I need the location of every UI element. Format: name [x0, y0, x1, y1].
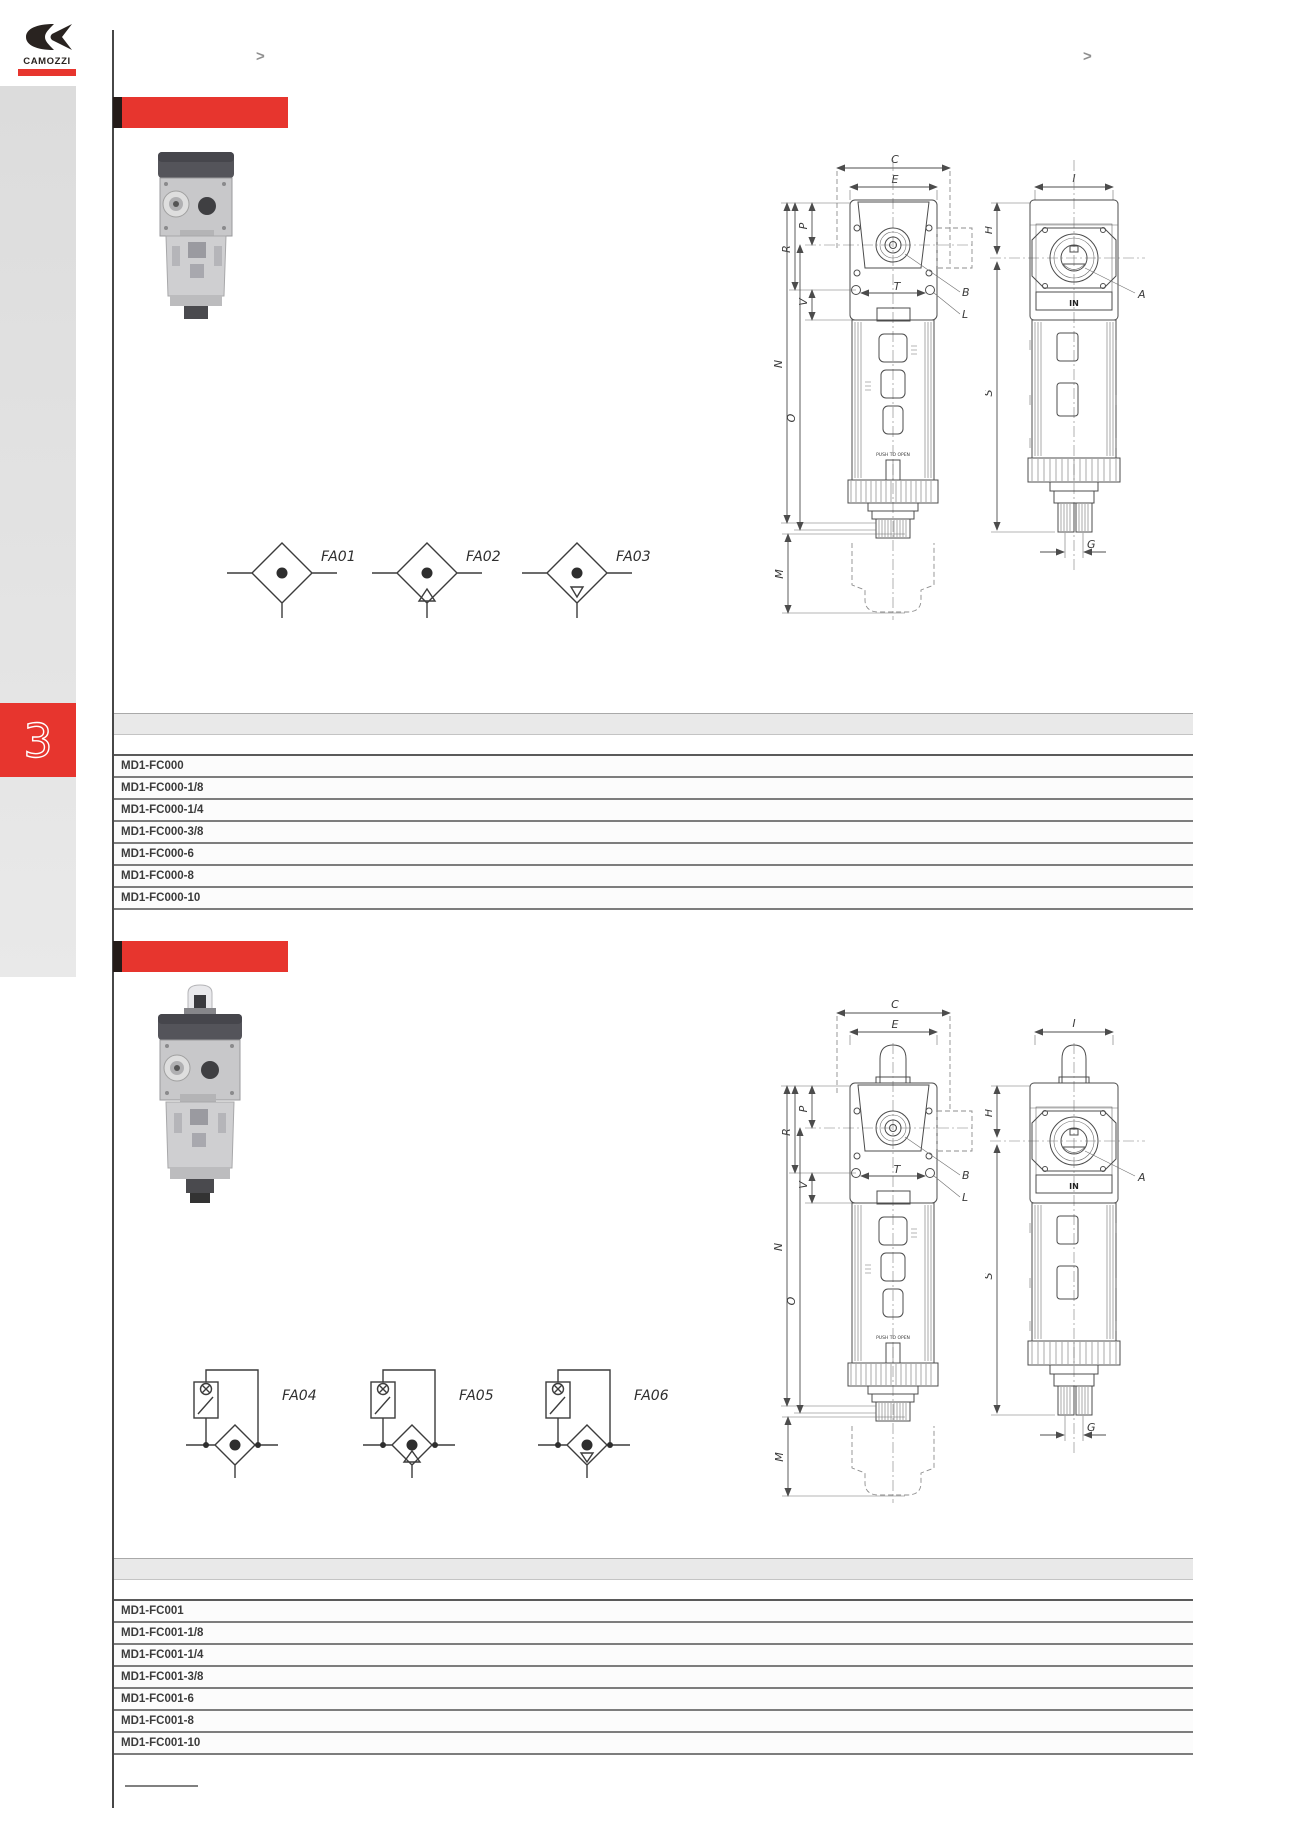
table-row: MD1-FC001-3/8 — [114, 1667, 1193, 1689]
filter-symbol-fa03 — [520, 525, 665, 620]
symbol-label: FA04 — [282, 1388, 317, 1404]
section-banner-fc000 — [113, 97, 288, 128]
parts-table-fc001 — [114, 1558, 1193, 1755]
table-row: MD1-FC001-10 — [114, 1733, 1193, 1755]
side-view-drawing-fc001 — [985, 985, 1185, 1530]
table-row: MD1-FC001-6 — [114, 1689, 1193, 1711]
table-row: MD1-FC000 — [114, 756, 1193, 778]
symbol-label: FA01 — [321, 549, 356, 565]
table-row: MD1-FC000-1/8 — [114, 778, 1193, 800]
breadcrumb-chevron-left: > — [256, 48, 265, 65]
table-rows — [114, 1599, 1193, 1755]
product-photo-fc000 — [150, 146, 242, 321]
filter-symbol-fa06 — [530, 1358, 680, 1480]
filter-symbol-fa01 — [225, 525, 370, 620]
symbol-label: FA03 — [616, 549, 651, 565]
table-rows — [114, 754, 1193, 910]
banner-black-block — [113, 97, 122, 128]
parts-table-fc000 — [114, 713, 1193, 910]
breadcrumb-chevron-right: > — [1083, 48, 1092, 65]
symbol-label: FA06 — [634, 1388, 669, 1404]
table-row: MD1-FC000-1/4 — [114, 800, 1193, 822]
brand-name: CAMOZZI — [23, 56, 71, 67]
section-banner-fc001 — [113, 941, 288, 972]
banner-black-block — [113, 941, 122, 972]
table-header-band — [114, 1558, 1193, 1580]
brand-underline — [18, 69, 76, 76]
table-row: MD1-FC000-10 — [114, 888, 1193, 910]
footer-rule — [125, 1785, 198, 1787]
side-view-drawing-fc000 — [985, 140, 1185, 645]
content-divider-line — [112, 30, 114, 1808]
table-row: MD1-FC000-3/8 — [114, 822, 1193, 844]
table-row: MD1-FC001 — [114, 1601, 1193, 1623]
table-header-band — [114, 713, 1193, 735]
section-number — [0, 703, 76, 777]
table-row: MD1-FC000-6 — [114, 844, 1193, 866]
product-photo-fc001 — [152, 983, 248, 1205]
table-row: MD1-FC001-8 — [114, 1711, 1193, 1733]
banner-red-block — [122, 941, 288, 972]
table-row: MD1-FC001-1/4 — [114, 1645, 1193, 1667]
sidebar-strip — [0, 86, 76, 977]
banner-red-block — [122, 97, 288, 128]
filter-symbol-fa02 — [370, 525, 515, 620]
filter-symbol-fa04 — [178, 1358, 328, 1480]
camozzi-logo-icon — [18, 24, 76, 50]
table-spacer-row — [114, 735, 1193, 754]
symbol-label: FA05 — [459, 1388, 494, 1404]
section-number-tab — [0, 703, 76, 777]
table-spacer-row — [114, 1580, 1193, 1599]
symbol-label: FA02 — [466, 549, 501, 565]
filter-symbol-fa05 — [355, 1358, 505, 1480]
camozzi-logo — [18, 24, 76, 76]
table-row: MD1-FC001-1/8 — [114, 1623, 1193, 1645]
svg-text:3: 3 — [23, 714, 53, 768]
table-row: MD1-FC000-8 — [114, 866, 1193, 888]
